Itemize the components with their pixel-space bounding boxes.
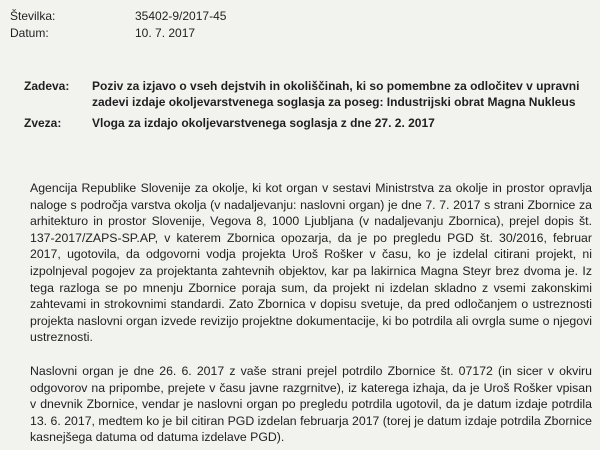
- subject-label: Zadeva:: [24, 79, 70, 93]
- letter-body: [30, 180, 592, 450]
- relation-label: Zveza:: [24, 116, 62, 130]
- reference-block: [24, 78, 590, 131]
- subject-text: Poziv za izjavo o vseh dejstvih in okoliščinah, ki so pomembne za odločitev v upravni zadevi izdaje okoljevarstvenega soglasja za poseg: Industrijski obrat Magna Nukleus: [92, 79, 580, 109]
- body-paragraph: Naslovni organ je dne 26. 6. 2017 z vaše strani prejel potrdilo Zbornice št. 07172 (in sicer v okviru odgovorov na pripombe, prejete v času javne razgrnitve), iz katerega izhaja, da je Uroš Rošker vpisan v dnevnik Zbornice, vendar je naslovni organ po pregledu potrdila ugotovil, da je datum izdaje potrdila 13. 6. 2017, medtem ko je bil citiran PGD izdelan februarja 2017 (torej je datum izdaje potrdila Zbornice kasnejšega datuma od datuma izdelave PGD).: [30, 363, 592, 445]
- relation-row: [24, 115, 590, 131]
- date-label: Datum:: [10, 26, 49, 40]
- date-value: 10. 7. 2017: [135, 26, 196, 40]
- relation-text: Vloga za izdajo okoljevarstvenega soglasja z dne 27. 2. 2017: [92, 116, 435, 130]
- subject-row: [24, 78, 590, 110]
- case-number-row: [10, 8, 226, 25]
- case-number-label: Številka:: [10, 9, 56, 23]
- case-number-value: 35402-9/2017-45: [135, 9, 227, 23]
- document-header: [10, 8, 226, 42]
- date-row: [10, 25, 226, 42]
- body-paragraph: Agencija Republike Slovenije za okolje, ki kot organ v sestavi Ministrstva za okolje in prostor opravlja naloge s področja varstva okolja (v nadaljevanju: naslovni organ) je dne 7. 7. 2017 s strani Zbornice za arhitekturo in prostor Slovenije, Vegova 8, 1000 Ljubljana (v nadaljevanju Zbornica), prejel dopis št. 137-2017/ZAPS-SP.AP, v katerem Zbornica opozarja, da je po pregledu PGD št. 30/2016, februar 2017, ugotovila, da odgovorni vodja projekta Uroš Rošker v času, ko je izdelal citirani projekt, ni izpolnjeval pogojev za projektanta zahtevnih objektov, kar pa lakirnica Magna Steyr brez dvoma je. Iz tega razloga se po mnenju Zbornice poraja sum, da projekt ni izdelan skladno z vsemi zakonskimi zahtevami in strokovnimi standardi. Zato Zbornica v dopisu svetuje, da pred odločanjem o ustreznosti projekta naslovni organ izvede revizijo projektne dokumentacije, ki bo potrdila ali ovrgla sume o njegovi ustreznosti.: [30, 181, 592, 345]
